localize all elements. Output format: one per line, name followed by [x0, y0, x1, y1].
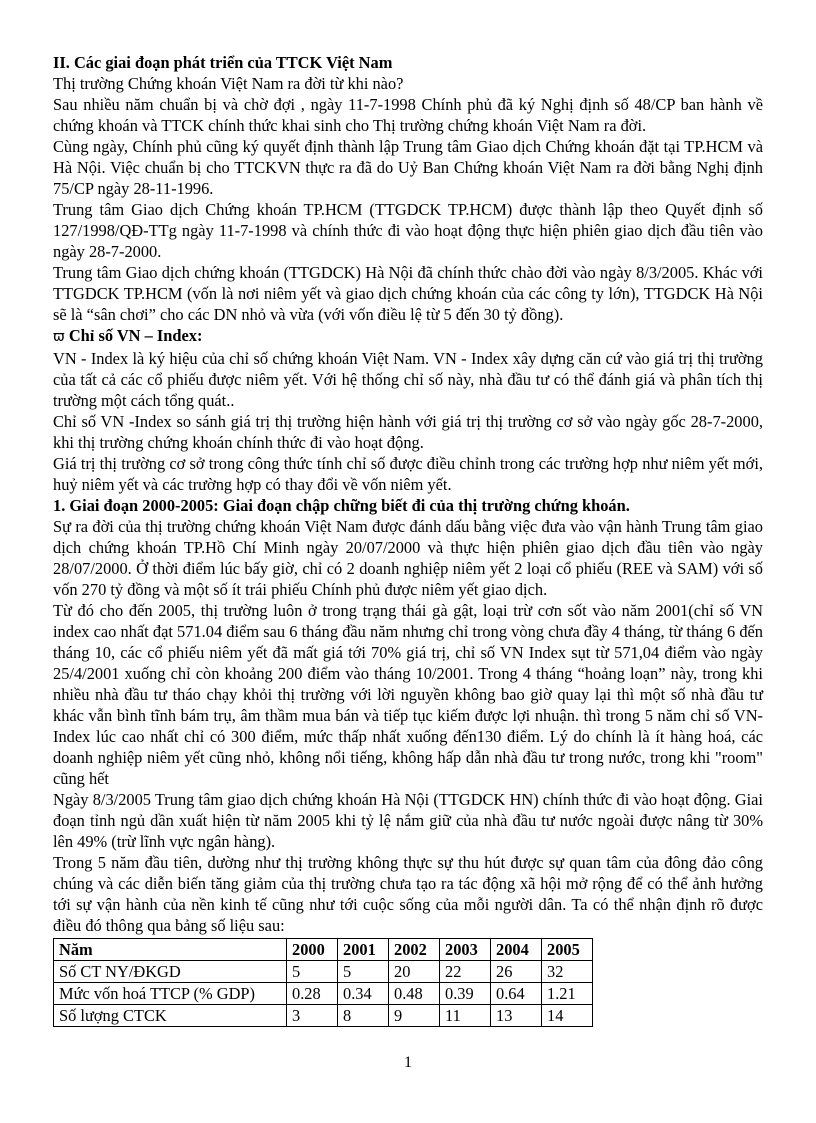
table-header-cell: 2001 — [338, 939, 389, 961]
table-cell: 0.48 — [389, 983, 440, 1005]
table-row — [54, 983, 593, 1005]
table-row — [54, 1005, 593, 1027]
index-heading — [53, 325, 763, 348]
paragraph: Sau nhiều năm chuẩn bị và chờ đợi , ngày 11-7-1998 Chính phủ đã ký Nghị định số 48/CP ban hành về chứng khoán và TTCK chính thức khai sinh cho Thị trường chứng khoán Việt Nam ra đời. — [53, 95, 763, 135]
table-header-cell: 2004 — [491, 939, 542, 961]
table-header-cell: 2000 — [287, 939, 338, 961]
table-header-row — [54, 939, 593, 961]
paragraph: Sự ra đời của thị trường chứng khoán Việt Nam được đánh dấu bằng việc đưa vào vận hành Trung tâm giao dịch chứng khoán TP.Hồ Chí Minh ngày 20/07/2000 và thực hiện phiên giao dịch đầu tiên vào ngày 28/07/2000. Ở thời điểm lúc bấy giờ, chỉ có 2 doanh nghiệp niêm yết 2 loại cổ phiếu (REE và SAM) với số vốn 270 tỷ đồng và một số ít trái phiếu Chính phủ được niêm yết giao dịch. — [53, 517, 763, 599]
table-cell: 11 — [440, 1005, 491, 1027]
table-cell: 9 — [389, 1005, 440, 1027]
paragraph: Trung tâm Giao dịch Chứng khoán TP.HCM (TTGDCK TP.HCM) được thành lập theo Quyết định số 127/1998/QĐ-TTg ngày 11-7-1998 và chính thức đi vào hoạt động thực hiện phiên giao dịch đầu tiên vào ngày 28-7-2000. — [53, 200, 763, 261]
statistics-table — [53, 938, 593, 1027]
table-cell: 3 — [287, 1005, 338, 1027]
table-cell: 14 — [542, 1005, 593, 1027]
table-cell: 0.28 — [287, 983, 338, 1005]
table-header-cell: 2002 — [389, 939, 440, 961]
table-cell: 1.21 — [542, 983, 593, 1005]
table-cell: 5 — [287, 961, 338, 983]
table-header-cell: Năm — [54, 939, 287, 961]
table-cell: 0.64 — [491, 983, 542, 1005]
table-cell: 0.39 — [440, 983, 491, 1005]
table-cell: 26 — [491, 961, 542, 983]
table-header-cell: 2005 — [542, 939, 593, 961]
table-header-cell: 2003 — [440, 939, 491, 961]
table-cell: 20 — [389, 961, 440, 983]
table-cell: Số CT NY/ĐKGD — [54, 961, 287, 983]
paragraph: Giá trị thị trường cơ sở trong công thức tính chỉ số được điều chỉnh trong các trường hợp như niêm yết mới, huỷ niêm yết và các trường hợp có thay đổi về vốn niêm yết. — [53, 454, 763, 494]
document-page — [53, 52, 763, 1027]
table-cell: 0.34 — [338, 983, 389, 1005]
paragraph: Trong 5 năm đầu tiên, dường như thị trường không thực sự thu hút được sự quan tâm của đông đảo công chúng và các diễn biến tăng giảm của thị trường chưa tạo ra tác động xã hội mở rộng để có thể ảnh hưởng tới sự vận hành của nền kinh tế cũng như tới cuộc sống của mỗi người dân. Ta có thể nhận định rõ được điều đó thông qua bảng số liệu sau: — [53, 853, 763, 935]
paragraph: Thị trường Chứng khoán Việt Nam ra đời từ khi nào? — [53, 74, 404, 93]
table-cell: 5 — [338, 961, 389, 983]
paragraph: Trung tâm Giao dịch chứng khoán (TTGDCK) Hà Nội đã chính thức chào đời vào ngày 8/3/2005. Khác với TTGDCK TP.HCM (vốn là nơi niêm yết và giao dịch chứng khoán của các công ty lớn), TTGDCK Hà Nội sẽ là “sân chơi” cho các DN nhỏ và vừa (với vốn điều lệ từ 5 đến 30 tỷ đồng). — [53, 263, 763, 324]
table-cell: 13 — [491, 1005, 542, 1027]
table-cell: Số lượng CTCK — [54, 1005, 287, 1027]
paragraph: Từ đó cho đến 2005, thị trường luôn ở trong trạng thái gà gật, loại trừ cơn sốt vào năm 2001(chỉ số VN index cao nhất đạt 571.04 điểm sau 6 tháng đầu năm nhưng chỉ trong vòng chưa đầy 4 tháng, từ tháng 6 đến tháng 10, các cổ phiếu niêm yết đã mất giá tới 70% giá trị, chỉ số VN Index sụt từ 571,04 điểm vào ngày 25/4/2001 xuống chỉ còn khoảng 200 điểm vào tháng 10/2001. Trong 4 tháng “hoảng loạn” này, trong khi nhiều nhà đầu tư tháo chạy khỏi thị trường với lời nguyền không bao giờ quay lại thì một số nhà đầu tư khác vẫn bình tĩnh bám trụ, âm thầm mua bán và tiếp tục kiếm được lợi nhuận. thì trong 5 năm chỉ số VN-Index lúc cao nhất chỉ có 300 điểm, mức thấp nhất xuống đến130 điểm. Lý do chính là ít hàng hoá, các doanh nghiệp niêm yết cũng nhỏ, không nổi tiếng, không hấp dẫn nhà đầu tư trong nước, trong khi "room" cũng hết — [53, 601, 763, 788]
table-cell: Mức vốn hoá TTCP (% GDP) — [54, 983, 287, 1005]
paragraph: Ngày 8/3/2005 Trung tâm giao dịch chứng khoán Hà Nội (TTGDCK HN) chính thức đi vào hoạt động. Giai đoạn tỉnh ngủ dần xuất hiện từ năm 2005 khi tỷ lệ nắm giữ của nhà đầu tư nước ngoài được nâng từ 30% lên 49% (trừ lĩnh vực ngân hàng). — [53, 790, 763, 851]
section-title: II. Các giai đoạn phát triển của TTCK Việt Nam — [53, 53, 393, 72]
page-number: 1 — [404, 1054, 412, 1071]
paragraph: Cùng ngày, Chính phủ cũng ký quyết định thành lập Trung tâm Giao dịch Chứng khoán đặt tại TP.HCM và Hà Nội. Việc chuẩn bị cho TTCKVN thực ra đã do Uỷ Ban Chứng khoán Việt Nam ra đời bằng Nghị định 75/CP ngày 28-11-1996. — [53, 137, 763, 198]
phase-heading: 1. Giai đoạn 2000-2005: Giai đoạn chập chững biết đi của thị trường chứng khoán. — [53, 496, 630, 515]
paragraph: VN - Index là ký hiệu của chỉ số chứng khoán Việt Nam. VN - Index xây dựng căn cứ vào giá trị thị trường của tất cả các cổ phiếu được niêm yết. Với hệ thống chỉ số này, nhà đầu tư có thể đánh giá và phân tích thị trường một cách tổng quát.. — [53, 349, 763, 410]
paragraph: Chỉ số VN -Index so sánh giá trị thị trường hiện hành với giá trị thị trường cơ sở vào ngày gốc 28-7-2000, khi thị trường chứng khoán chính thức đi vào hoạt động. — [53, 412, 763, 452]
table-cell: 32 — [542, 961, 593, 983]
table-row — [54, 961, 593, 983]
bullet-icon: ϖ — [53, 329, 65, 345]
index-heading-text: Chỉ số VN – Index: — [68, 326, 203, 345]
table-cell: 22 — [440, 961, 491, 983]
table-cell: 8 — [338, 1005, 389, 1027]
